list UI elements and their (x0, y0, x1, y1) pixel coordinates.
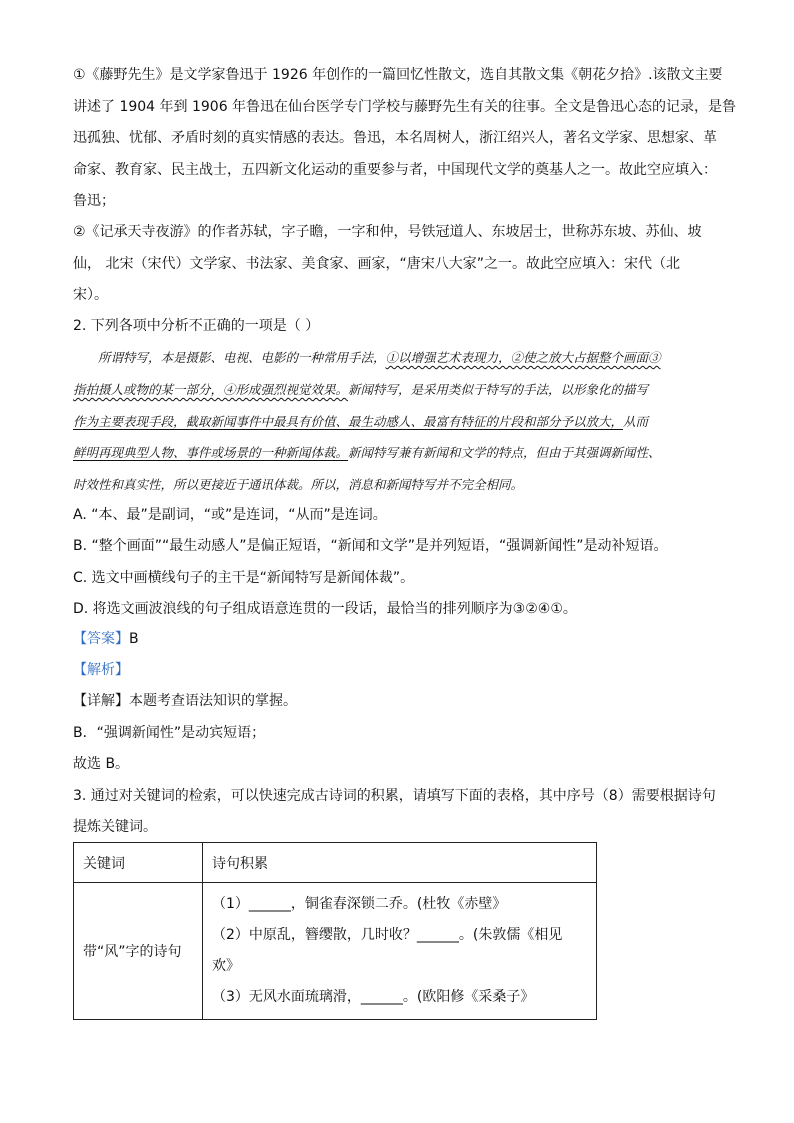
header-poems: 诗句积累 (203, 843, 597, 883)
analysis-tag: 【解析】 (73, 662, 129, 678)
detail-tag: 【详解】 (73, 693, 129, 709)
wavy-underlined-text: 指拍摄人或物的某一部分，④形成强烈视觉效果。 (73, 382, 349, 397)
passage-line: 时效性和真实性，所以更接近于通讯体裁。所以，消息和新闻特写并不完全相同。 (73, 477, 524, 492)
detail-line (73, 686, 723, 718)
intro-line: ②《记承天寺夜游》的作者苏轼，字子瞻，一字和仲，号铁冠道人、东坡居士，世称苏东坡、苏仙、坡 (73, 224, 702, 240)
option-a: A. “本、最”是副词，“或”是连词，“从而”是连词。 (73, 507, 387, 523)
intro-line: 迅孤独、忧郁、矛盾时刻的真实情感的表达。鲁迅，本名周树人，浙江绍兴人，著名文学家、思想家、革 (73, 130, 717, 146)
intro-line: 仙， 北宋（宋代）文学家、书法家、美食家、画家，“唐宋八大家”之一。故此空应填入：宋代（北 (73, 256, 680, 272)
question-3-stem: 3. 通过对关键词的检索，可以快速完成古诗词的积累，请填写下面的表格，其中序号（8）需要根据诗句 (73, 788, 716, 804)
passage-text: 所谓特写，本是摄影、电视、电影的一种常用手法， (98, 350, 386, 365)
intro-line: 鲁迅； (73, 193, 115, 209)
intro-line: 命家、教育家、民主战士，五四新文化运动的重要参与者，中国现代文学的奠基人之一。故此空应填入： (73, 162, 717, 178)
conclusion: 故选 B。 (73, 756, 130, 772)
question-2-stem: 2. 下列各项中分析不正确的一项是（ ） (73, 318, 320, 334)
detail-b: B．“强调新闻性”是动宾短语； (73, 725, 266, 741)
passage-text: 新闻特写兼有新闻和文学的特点，但由于其强调新闻性、 (348, 445, 661, 460)
poem-table (73, 842, 597, 1020)
poem-line: （1）______，铜雀春深锁二乔。(杜牧《赤壁》 (212, 896, 507, 912)
option-b: B. “整个画面”“最生动感人”是偏正短语，“新闻和文学”是并列短语，“强调新闻性”是动补短语。 (73, 538, 668, 554)
table-row (74, 883, 597, 1020)
header-keyword: 关键词 (74, 843, 203, 883)
passage-line (73, 437, 728, 469)
intro-line: ①《藤野先生》是文学家鲁迅于 1926 年创作的一篇回忆性散文，选自其散文集《朝花夕拾》.该散文主要 (73, 67, 723, 83)
poem-line: （2）中原乱，簪缨散，几时收？______。(朱敦儒《相见 (212, 927, 563, 943)
analysis-line (73, 655, 723, 687)
underlined-text: 作为主要表现手段，截取新闻事件中最具有价值、最生动感人、最富有特征的片段和部分予以放大， (73, 414, 624, 429)
row-keyword: 带“风”字的诗句 (74, 883, 203, 1020)
wavy-underlined-text: ①以增强艺术表现力，②使之放大占据整个画面③ (385, 350, 661, 365)
option-c: C. 选文中画横线句子的主干是“新闻特写是新闻体裁”。 (73, 570, 415, 586)
option-d: D. 将选文画波浪线的句子组成语意连贯的一段话，最恰当的排列顺序为③②④①。 (73, 601, 577, 617)
underlined-text: 鲜明再现典型人物、事件或场景的一种新闻体裁。 (73, 445, 349, 460)
answer-line (73, 624, 723, 656)
question-3-stem: 提炼关键词。 (73, 819, 157, 835)
poem-line: 欢》 (212, 958, 240, 974)
passage-line (98, 342, 728, 374)
passage-text: 从而 (623, 414, 649, 429)
answer-tag: 【答案】 (73, 631, 129, 647)
intro-line: 讲述了 1904 年到 1906 年鲁迅在仙台医学专门学校与藤野先生有关的往事。全文是鲁迅心态的记录，是鲁 (73, 99, 737, 115)
answer-value: B (129, 631, 139, 647)
row-poems (203, 883, 597, 1020)
poem-line: （3）无风水面琉璃滑，______。(欧阳修《采桑子》 (212, 989, 535, 1005)
table-header-row (74, 843, 597, 883)
passage-text: 新闻特写，是采用类似于特写的手法，以形象化的描写 (348, 382, 649, 397)
passage-line (73, 374, 728, 406)
passage-line (73, 406, 728, 438)
intro-line: 宋）。 (73, 287, 108, 303)
detail-text: 本题考查语法知识的掌握。 (129, 693, 297, 709)
